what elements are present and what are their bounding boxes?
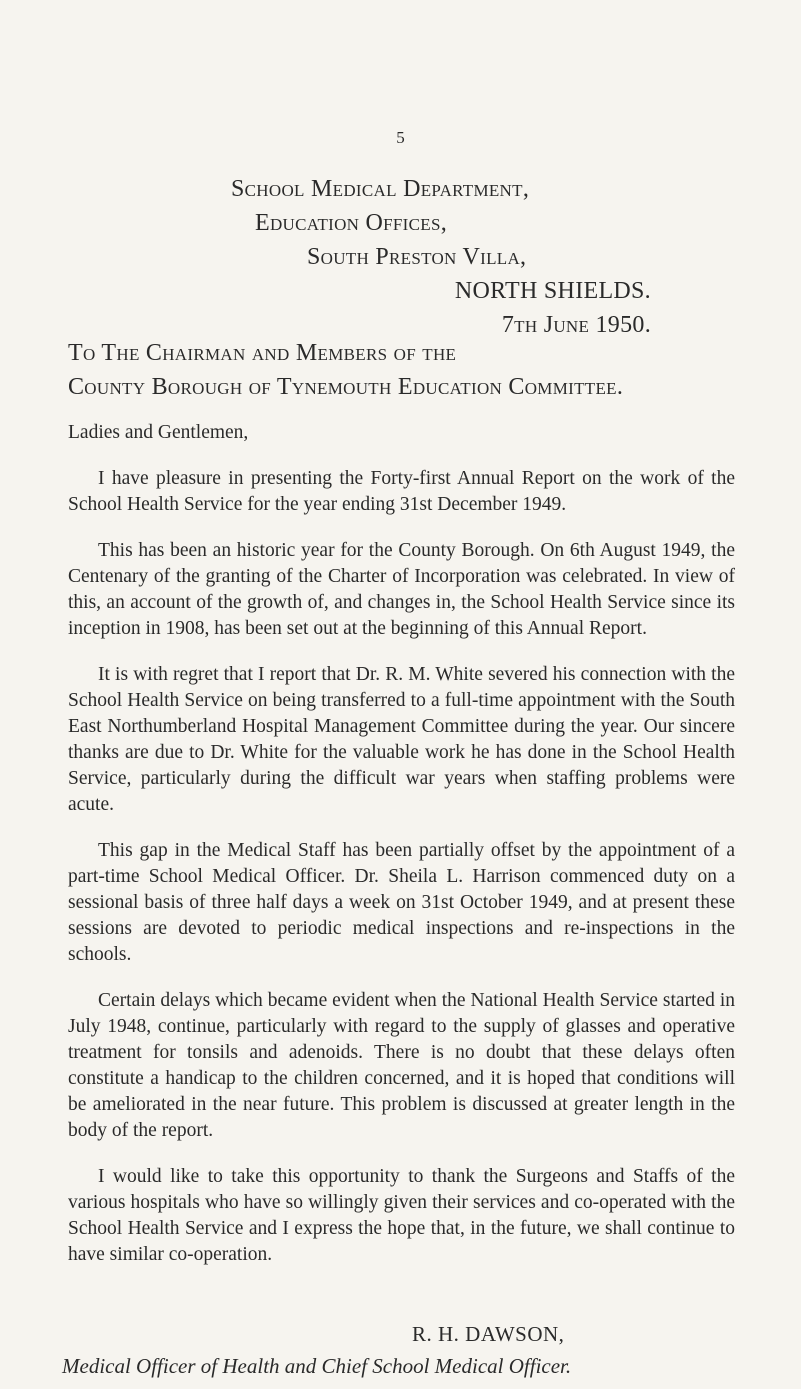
paragraph-2: This has been an historic year for the County Borough. On 6th August 1949, the Centenary of the granting of the Charter of Incorporation was celebrated. In view of this, an account of the growth of, and changes in, the School Health Service since its inception in 1908, has been set out at the beginning of this Annual Report. bbox=[68, 540, 735, 639]
paragraph-4: This gap in the Medical Staff has been partially offset by the appointment of a part-time School Medical Officer. Dr. Sheila L. Harrison commenced duty on a sessional basis of three half days a week on 31st October 1949, and at present these sessions are devoted to periodic medical inspections and re-inspections in the schools. bbox=[68, 840, 735, 965]
signatory-title: Medical Officer of Health and Chief School Medical Officer. bbox=[62, 1354, 572, 1378]
salutation: Ladies and Gentlemen, bbox=[68, 422, 249, 443]
address-line-department: School Medical Department, bbox=[231, 176, 530, 202]
address-line-villa: South Preston Villa, bbox=[307, 244, 527, 270]
address-line-offices: Education Offices, bbox=[255, 210, 448, 236]
paragraph-6: I would like to take this opportunity to thank the Surgeons and Staffs of the various hospitals who have so willingly given their services and co-operated with the School Health Service and I express the hope that, in the future, we shall continue to have similar co-operation. bbox=[68, 1166, 735, 1265]
addressee-line-1: To The Chairman and Members of the bbox=[68, 340, 457, 366]
paragraph-5: Certain delays which became evident when the National Health Service started in July 1948, continue, particularly with regard to the supply of glasses and operative treatment for tonsils and adenoids. There is no doubt that these delays often constitute a handicap to the children concerned, and it is hoped that conditions will be ameliorated in the near future. This problem is discussed at greater length in the body of the report. bbox=[68, 990, 735, 1141]
addressee-line-2: County Borough of Tynemouth Education Committee. bbox=[68, 374, 624, 400]
signature-block bbox=[0, 1318, 735, 1382]
page-number: 5 bbox=[396, 128, 405, 147]
sender-address bbox=[231, 172, 651, 342]
paragraph-3: It is with regret that I report that Dr. R. M. White severed his connection with the School Health Service on being transferred to a full-time appointment with the South East Northumberland Hospital Management Committee during the year. Our sincere thanks are due to Dr. White for the valuable work he has done in the School Health Service, particularly during the difficult war years when staffing problems were acute. bbox=[68, 664, 735, 815]
paragraph-1: I have pleasure in presenting the Forty-first Annual Report on the work of the School Health Service for the year ending 31st December 1949. bbox=[68, 468, 735, 515]
address-line-town: NORTH SHIELDS. bbox=[454, 278, 651, 304]
letter-date: 7th June 1950. bbox=[501, 312, 651, 338]
addressee bbox=[68, 336, 623, 404]
letter-body bbox=[68, 420, 735, 1288]
signatory-name: R. H. DAWSON, bbox=[412, 1322, 565, 1346]
